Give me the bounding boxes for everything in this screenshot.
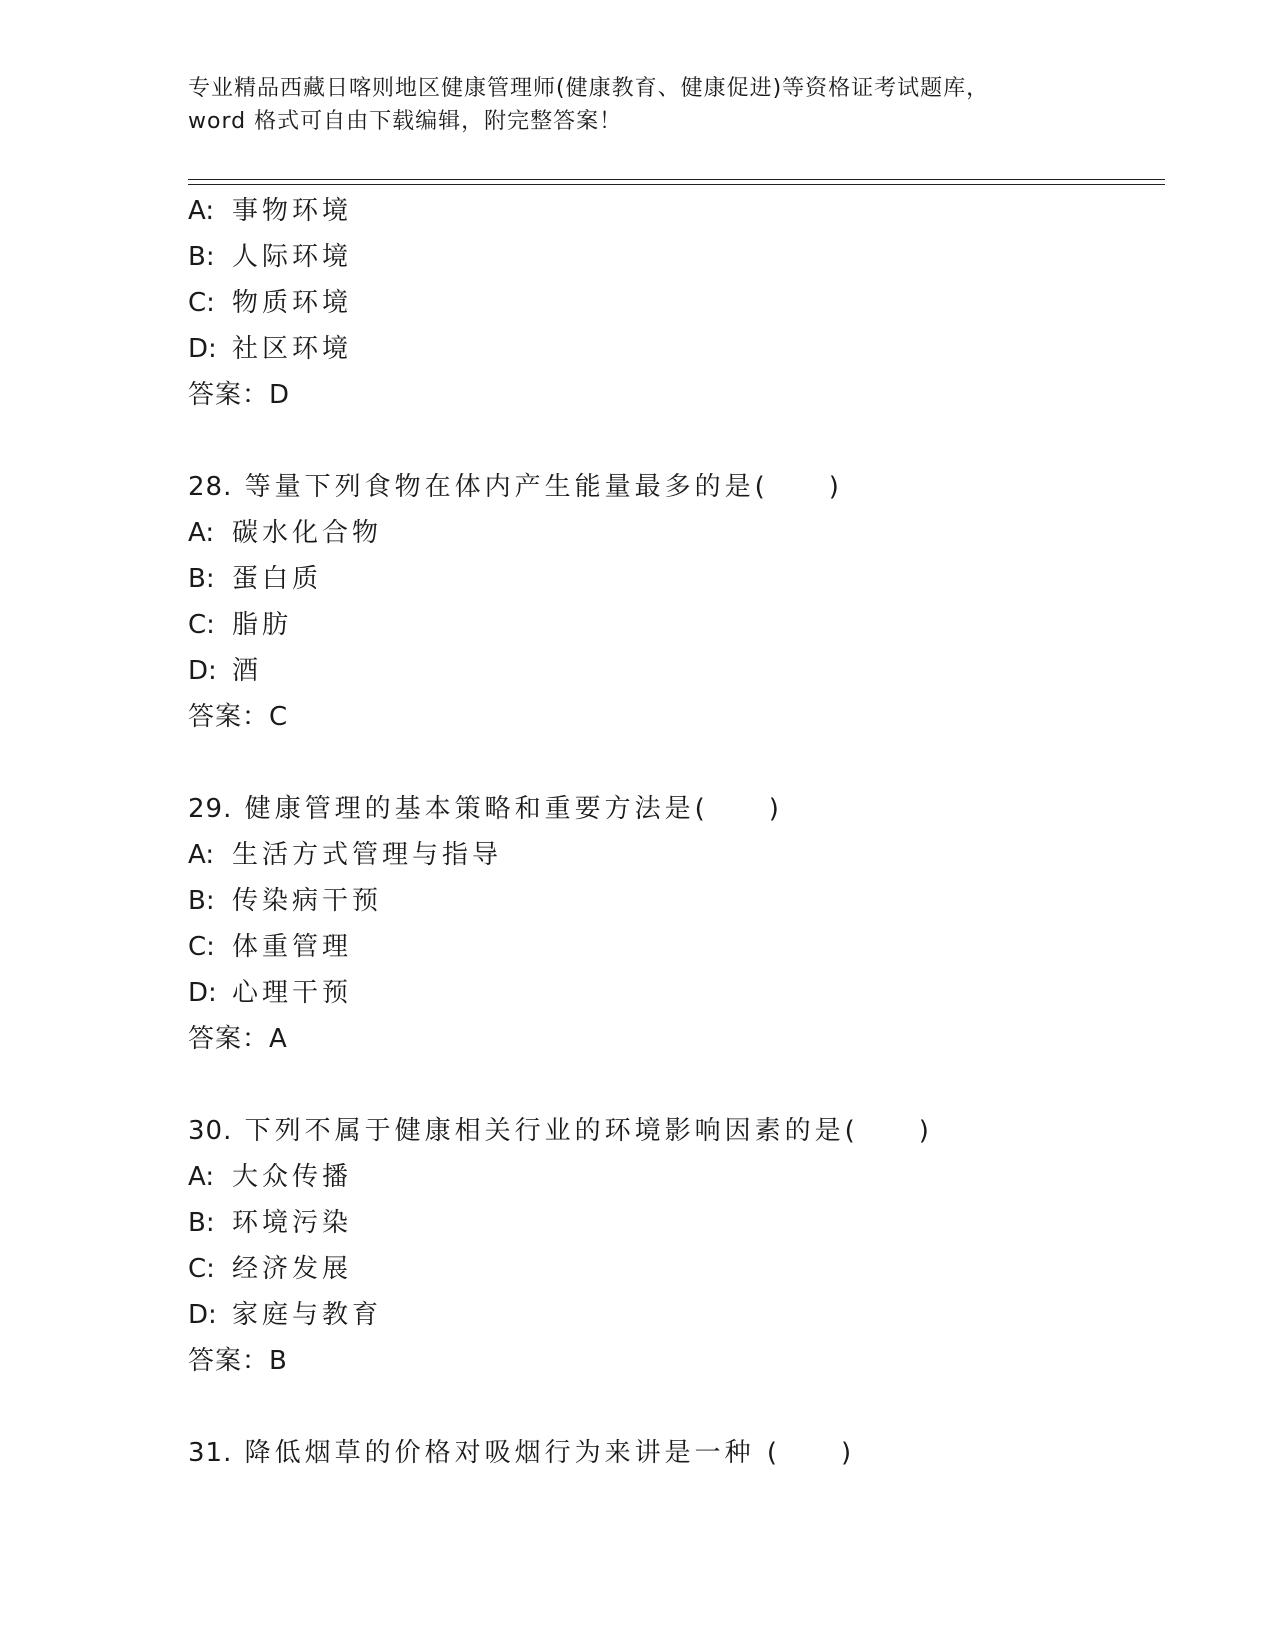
question-stem: 29. 健康管理的基本策略和重要方法是( ) — [188, 794, 783, 824]
question-stem: 28. 等量下列食物在体内产生能量最多的是( ) — [188, 472, 843, 502]
option-d: D: 心理干预 — [188, 978, 353, 1008]
question-31 — [188, 1430, 1148, 1476]
option-d: D: 社区环境 — [188, 334, 353, 364]
question-27-continued — [188, 188, 1148, 418]
option-a: A: 生活方式管理与指导 — [188, 840, 503, 870]
header-divider-bottom — [188, 184, 1165, 185]
option-c: C: 脂肪 — [188, 610, 293, 640]
answer-label: 答案：B — [188, 1346, 288, 1376]
question-29 — [188, 786, 1148, 1062]
header-line-2: word 格式可自由下载编辑，附完整答案！ — [188, 109, 623, 134]
option-a: A: 碳水化合物 — [188, 518, 383, 548]
answer-label: 答案：D — [188, 380, 291, 410]
answer-label: 答案：A — [188, 1024, 288, 1054]
option-c: C: 经济发展 — [188, 1254, 353, 1284]
option-b: B: 环境污染 — [188, 1208, 353, 1238]
spacer — [188, 418, 1148, 464]
answer-label: 答案：C — [188, 702, 289, 732]
option-b: B: 传染病干预 — [188, 886, 383, 916]
document-header — [188, 72, 1088, 138]
header-line-1: 专业精品西藏日喀则地区健康管理师(健康教育、健康促进)等资格证考试题库， — [188, 76, 990, 101]
spacer — [188, 740, 1148, 786]
header-divider-top — [188, 179, 1165, 180]
question-list — [188, 188, 1148, 1476]
option-b: B: 人际环境 — [188, 242, 353, 272]
option-a: A: 事物环境 — [188, 196, 353, 226]
question-28 — [188, 464, 1148, 740]
spacer — [188, 1384, 1148, 1430]
option-d: D: 家庭与教育 — [188, 1300, 383, 1330]
question-30 — [188, 1108, 1148, 1384]
question-stem: 31. 降低烟草的价格对吸烟行为来讲是一种 ( ) — [188, 1438, 856, 1468]
option-c: C: 体重管理 — [188, 932, 353, 962]
option-b: B: 蛋白质 — [188, 564, 323, 594]
option-c: C: 物质环境 — [188, 288, 353, 318]
option-a: A: 大众传播 — [188, 1162, 353, 1192]
option-d: D: 酒 — [188, 656, 263, 686]
spacer — [188, 1062, 1148, 1108]
question-stem: 30. 下列不属于健康相关行业的环境影响因素的是( ) — [188, 1116, 933, 1146]
